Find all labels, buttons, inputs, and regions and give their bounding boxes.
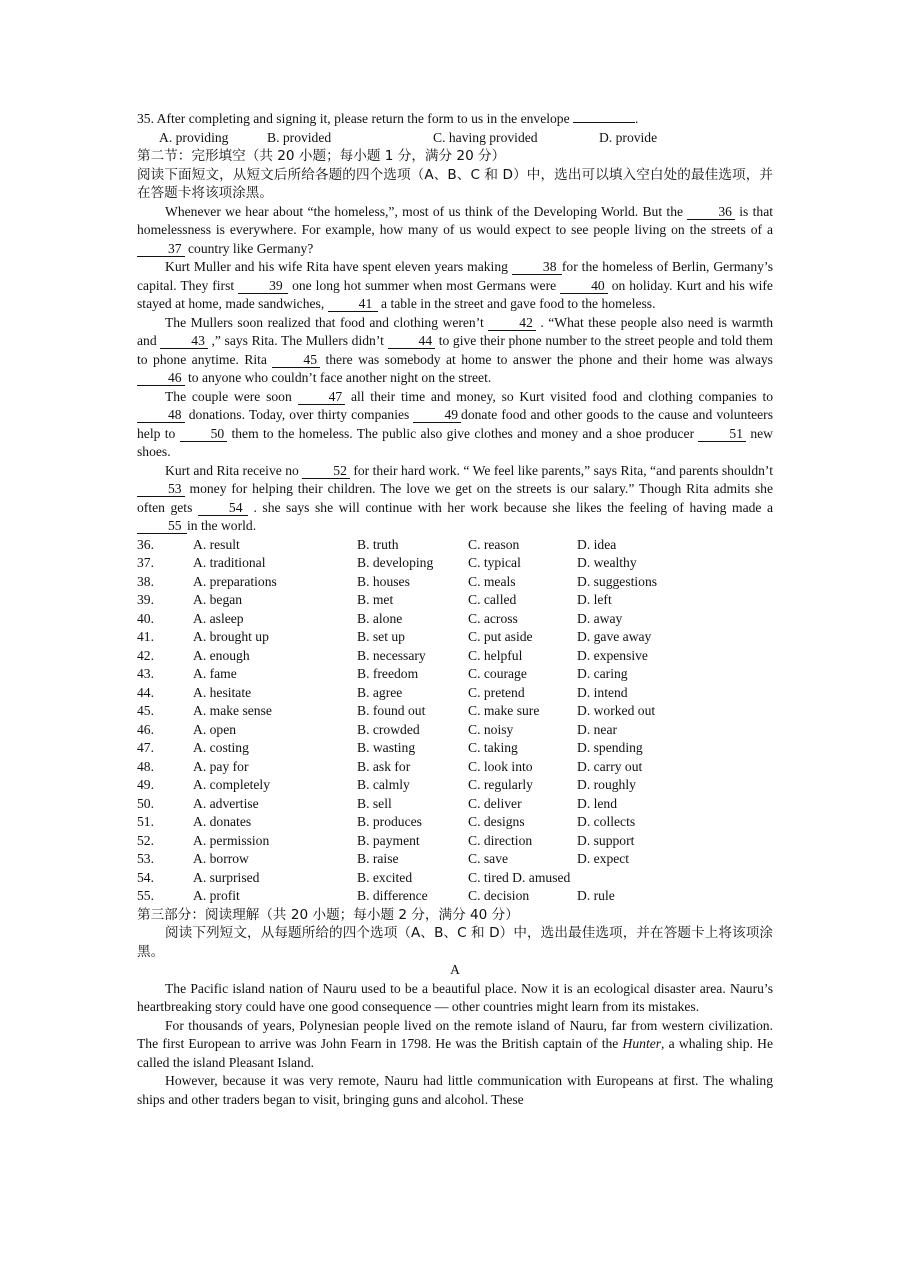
option-b: B. agree xyxy=(357,684,403,700)
option-c: C. noisy xyxy=(468,721,514,737)
option-num: 49. xyxy=(137,777,154,792)
question-35-options xyxy=(137,129,773,148)
option-num: 52. xyxy=(137,832,154,848)
option-b: B. found out xyxy=(357,703,426,718)
option-a: A. enough xyxy=(193,647,250,663)
blank-49: 49 xyxy=(413,408,461,423)
blank-45: 45 xyxy=(272,353,320,368)
option-b: B. necessary xyxy=(357,647,426,663)
option-num: 45. xyxy=(137,703,154,718)
option-num: 37. xyxy=(137,555,154,570)
option-b: B. payment xyxy=(357,832,420,848)
option-d: D. expect xyxy=(577,851,630,866)
option-row xyxy=(137,739,697,758)
option-b: B. calmly xyxy=(357,777,410,792)
option-row xyxy=(137,702,697,721)
option-num: 54. xyxy=(137,869,154,885)
blank-55: 55 xyxy=(137,519,187,534)
option-c: C. regularly xyxy=(468,777,533,792)
option-d: D. gave away xyxy=(577,629,652,644)
option-num: 47. xyxy=(137,740,154,755)
blank-37: 37 xyxy=(137,242,185,257)
option-c: C. designs xyxy=(468,814,525,829)
option-b: B. houses xyxy=(357,573,410,589)
option-num: 55. xyxy=(137,888,154,903)
option-row xyxy=(137,536,697,555)
option-b: B. difference xyxy=(357,888,428,903)
option-c: C. called xyxy=(468,592,517,607)
option-a: A. surprised xyxy=(193,869,260,885)
option-d: D. away xyxy=(577,610,623,626)
part-3-instruction: 阅读下列短文，从每题所给的四个选项（A、B、C 和 D）中，选出最佳选项，并在答题卡上将该项涂黑。 xyxy=(137,925,773,960)
option-d: D. rule xyxy=(577,888,615,903)
option-num: 42. xyxy=(137,647,154,663)
question-35-blank xyxy=(573,110,635,123)
option-row xyxy=(137,887,697,906)
option-a: A. brought up xyxy=(193,629,269,644)
passage-paragraph-1: Whenever we hear about “the homeless,”, most of us think of the Developing World. But the 36 is that homelessness is everywhere. For example, how many of us would expect to see people living on the streets of a 37 country like Germany? xyxy=(137,203,774,256)
option-b: B. sell xyxy=(357,795,392,811)
passage-paragraph-3: The Mullers soon realized that food and clothing weren’t 42 . “What these people also need is warmth and 43 ,” says Rita. The Mullers didn’t 44 to give their phone number to the street people and told them to phone anytime. Rita 45 there was somebody at home to answer the phone and their home was always 46 to anyone who couldn’t face another night on the street. xyxy=(137,314,773,385)
option-a: A. began xyxy=(193,592,243,607)
blank-39: 39 xyxy=(238,279,288,294)
option-num: 44. xyxy=(137,684,154,700)
option-a: A. asleep xyxy=(193,610,244,626)
reading-a-paragraph-2: For thousands of years, Polynesian people lived on the remote island of Nauru, far from western civilization. The first European to arrive was John Fearn in 1798. He was the British captain of the Hunter, a whaling ship. He called the island Pleasant Island. xyxy=(137,1017,773,1070)
option-a: A. donates xyxy=(193,814,252,829)
option-c: C. save xyxy=(468,851,509,866)
option-row xyxy=(137,610,697,629)
option-d: D. spending xyxy=(577,740,643,755)
question-35: 35. After completing and signing it, please return the form to us in the envelope . xyxy=(137,111,639,126)
blank-36: 36 xyxy=(687,205,735,220)
option-row xyxy=(137,554,697,573)
option-c: C. make sure xyxy=(468,703,540,718)
option-c: C. put aside xyxy=(468,629,533,644)
blank-44: 44 xyxy=(388,334,436,349)
option-b: B. produces xyxy=(357,814,422,829)
option-a: A. preparations xyxy=(193,573,277,589)
option-b: B. met xyxy=(357,592,394,607)
option-d: D. roughly xyxy=(577,777,636,792)
blank-40: 40 xyxy=(560,279,608,294)
option-b: B. provided xyxy=(267,129,332,145)
option-a: A. open xyxy=(193,721,237,737)
option-num: 50. xyxy=(137,795,154,811)
option-d: D. idea xyxy=(577,536,617,552)
option-num: 39. xyxy=(137,592,154,607)
blank-41: 41 xyxy=(328,297,378,312)
option-c: C. direction xyxy=(468,832,533,848)
option-c: C. deliver xyxy=(468,795,522,811)
option-a: A. result xyxy=(193,536,240,552)
option-a: A. permission xyxy=(193,832,270,848)
blank-51: 51 xyxy=(698,427,746,442)
part-3-heading: 第三部分：阅读理解（共 20 小题；每小题 2 分，满分 40 分） xyxy=(137,906,519,923)
option-a: A. borrow xyxy=(193,851,249,866)
option-b: B. crowded xyxy=(357,721,420,737)
option-b: B. truth xyxy=(357,536,399,552)
option-b: B. wasting xyxy=(357,740,416,755)
option-a: A. pay for xyxy=(193,758,249,774)
option-d: D. expensive xyxy=(577,647,648,663)
option-b: B. alone xyxy=(357,610,403,626)
blank-48: 48 xyxy=(137,408,185,423)
option-a: A. completely xyxy=(193,777,271,792)
option-a: A. hesitate xyxy=(193,684,252,700)
option-c: C. tired D. amused xyxy=(468,869,571,885)
option-d: D. near xyxy=(577,721,618,737)
option-row xyxy=(137,795,697,814)
option-b: B. raise xyxy=(357,851,399,866)
option-c: C. meals xyxy=(468,573,516,589)
option-row xyxy=(137,850,697,869)
option-c: C. typical xyxy=(468,555,521,570)
blank-47: 47 xyxy=(298,390,346,405)
option-num: 43. xyxy=(137,666,154,681)
option-d: D. intend xyxy=(577,684,628,700)
option-c: C. across xyxy=(468,610,518,626)
option-c: C. reason xyxy=(468,536,520,552)
passage-paragraph-4: The couple were soon 47 all their time and money, so Kurt visited food and clothing companies to 48 donations. Today, over thirty companies 49 donate food and other goods to the cause and volunteers help to 50 them to the homeless. The public also give clothes and money and a shoe producer 51 new shoes. xyxy=(137,388,774,459)
option-num: 40. xyxy=(137,610,154,626)
option-b: B. set up xyxy=(357,629,405,644)
option-c: C. pretend xyxy=(468,684,525,700)
section-label: A xyxy=(450,962,460,977)
option-d: D. provide xyxy=(599,129,658,145)
blank-42: 42 xyxy=(488,316,536,331)
option-num: 53. xyxy=(137,851,154,866)
blank-52: 52 xyxy=(302,464,350,479)
option-num: 38. xyxy=(137,573,154,589)
option-row xyxy=(137,647,697,666)
option-d: D. left xyxy=(577,592,612,607)
option-row xyxy=(137,591,697,610)
option-c: C. helpful xyxy=(468,647,523,663)
option-c: C. courage xyxy=(468,666,527,681)
section-2-instruction: 阅读下面短文，从短文后所给各题的四个选项（A、B、C 和 D）中，选出可以填入空白处的最佳选项，并在答题卡将该项涂黑。 xyxy=(137,166,773,201)
blank-46: 46 xyxy=(137,371,185,386)
option-b: B. freedom xyxy=(357,666,419,681)
option-row xyxy=(137,813,697,832)
option-c: C. decision xyxy=(468,888,530,903)
option-b: B. excited xyxy=(357,869,413,885)
option-row xyxy=(137,628,697,647)
option-row xyxy=(137,758,697,777)
blank-53: 53 xyxy=(137,482,185,497)
option-b: B. ask for xyxy=(357,758,411,774)
option-d: D. support xyxy=(577,832,635,848)
option-row xyxy=(137,721,697,740)
reading-a-paragraph-3: However, because it was very remote, Nauru had little communication with Europeans at first. The whaling ships and other traders began to visit, bringing guns and alcohol. These xyxy=(137,1073,773,1107)
passage-paragraph-5: Kurt and Rita receive no 52 for their hard work. “ We feel like parents,” says Rita, “and parents shouldn’t 53 money for helping their children. The love we get on the streets is our salary.” Though Rita admits she often gets 54 . she says she will continue with her work because she likes the feeling of having made a 55 in the world. xyxy=(137,462,774,533)
blank-54: 54 xyxy=(198,501,248,516)
cloze-options-table xyxy=(137,536,697,906)
option-num: 41. xyxy=(137,629,154,644)
option-num: 48. xyxy=(137,758,154,774)
option-row xyxy=(137,684,697,703)
blank-43: 43 xyxy=(160,334,208,349)
option-a: A. traditional xyxy=(193,555,266,570)
option-d: D. collects xyxy=(577,814,636,829)
option-a: A. profit xyxy=(193,888,240,903)
option-a: A. providing xyxy=(159,129,229,145)
option-d: D. lend xyxy=(577,795,618,811)
option-c: C. look into xyxy=(468,758,533,774)
option-a: A. advertise xyxy=(193,795,259,811)
passage-paragraph-2: Kurt Muller and his wife Rita have spent eleven years making 38 for the homeless of Berlin, Germany’s capital. They first 39 one long hot summer when most Germans were 40 on holiday. Kurt and his wife stayed at home, made sandwiches, 41 a table in the street and gave food to the homeless. xyxy=(137,259,774,311)
option-a: A. costing xyxy=(193,740,249,755)
option-row xyxy=(137,776,697,795)
option-d xyxy=(577,869,697,888)
option-row xyxy=(137,665,697,684)
option-num: 46. xyxy=(137,721,154,737)
option-a: A. make sense xyxy=(193,703,272,718)
option-d: D. worked out xyxy=(577,703,656,718)
ship-name: Hunter xyxy=(622,1036,662,1051)
option-row xyxy=(137,832,697,851)
option-d: D. wealthy xyxy=(577,555,637,570)
option-row xyxy=(137,573,697,592)
option-c: C. having provided xyxy=(433,129,538,145)
option-num: 36. xyxy=(137,536,154,552)
option-row xyxy=(137,869,697,888)
option-d: D. carry out xyxy=(577,758,643,774)
option-b: B. developing xyxy=(357,555,434,570)
reading-a-paragraph-1: The Pacific island nation of Nauru used to be a beautiful place. Now it is an ecological disaster area. Nauru’s heartbreaking story could have one good consequence — other countries might learn from its mistakes. xyxy=(137,980,773,1014)
blank-50: 50 xyxy=(180,427,228,442)
option-c: C. taking xyxy=(468,740,518,755)
option-d: D. suggestions xyxy=(577,573,658,589)
exam-page xyxy=(137,110,773,1109)
option-num: 51. xyxy=(137,814,154,829)
blank-38: 38 xyxy=(512,260,562,275)
question-35-stem: 35. After completing and signing it, please return the form to us in the envelope xyxy=(137,111,570,126)
option-a: A. fame xyxy=(193,666,237,681)
option-d: D. caring xyxy=(577,666,628,681)
section-2-heading: 第二节：完形填空（共 20 小题；每小题 1 分，满分 20 分） xyxy=(137,148,506,164)
